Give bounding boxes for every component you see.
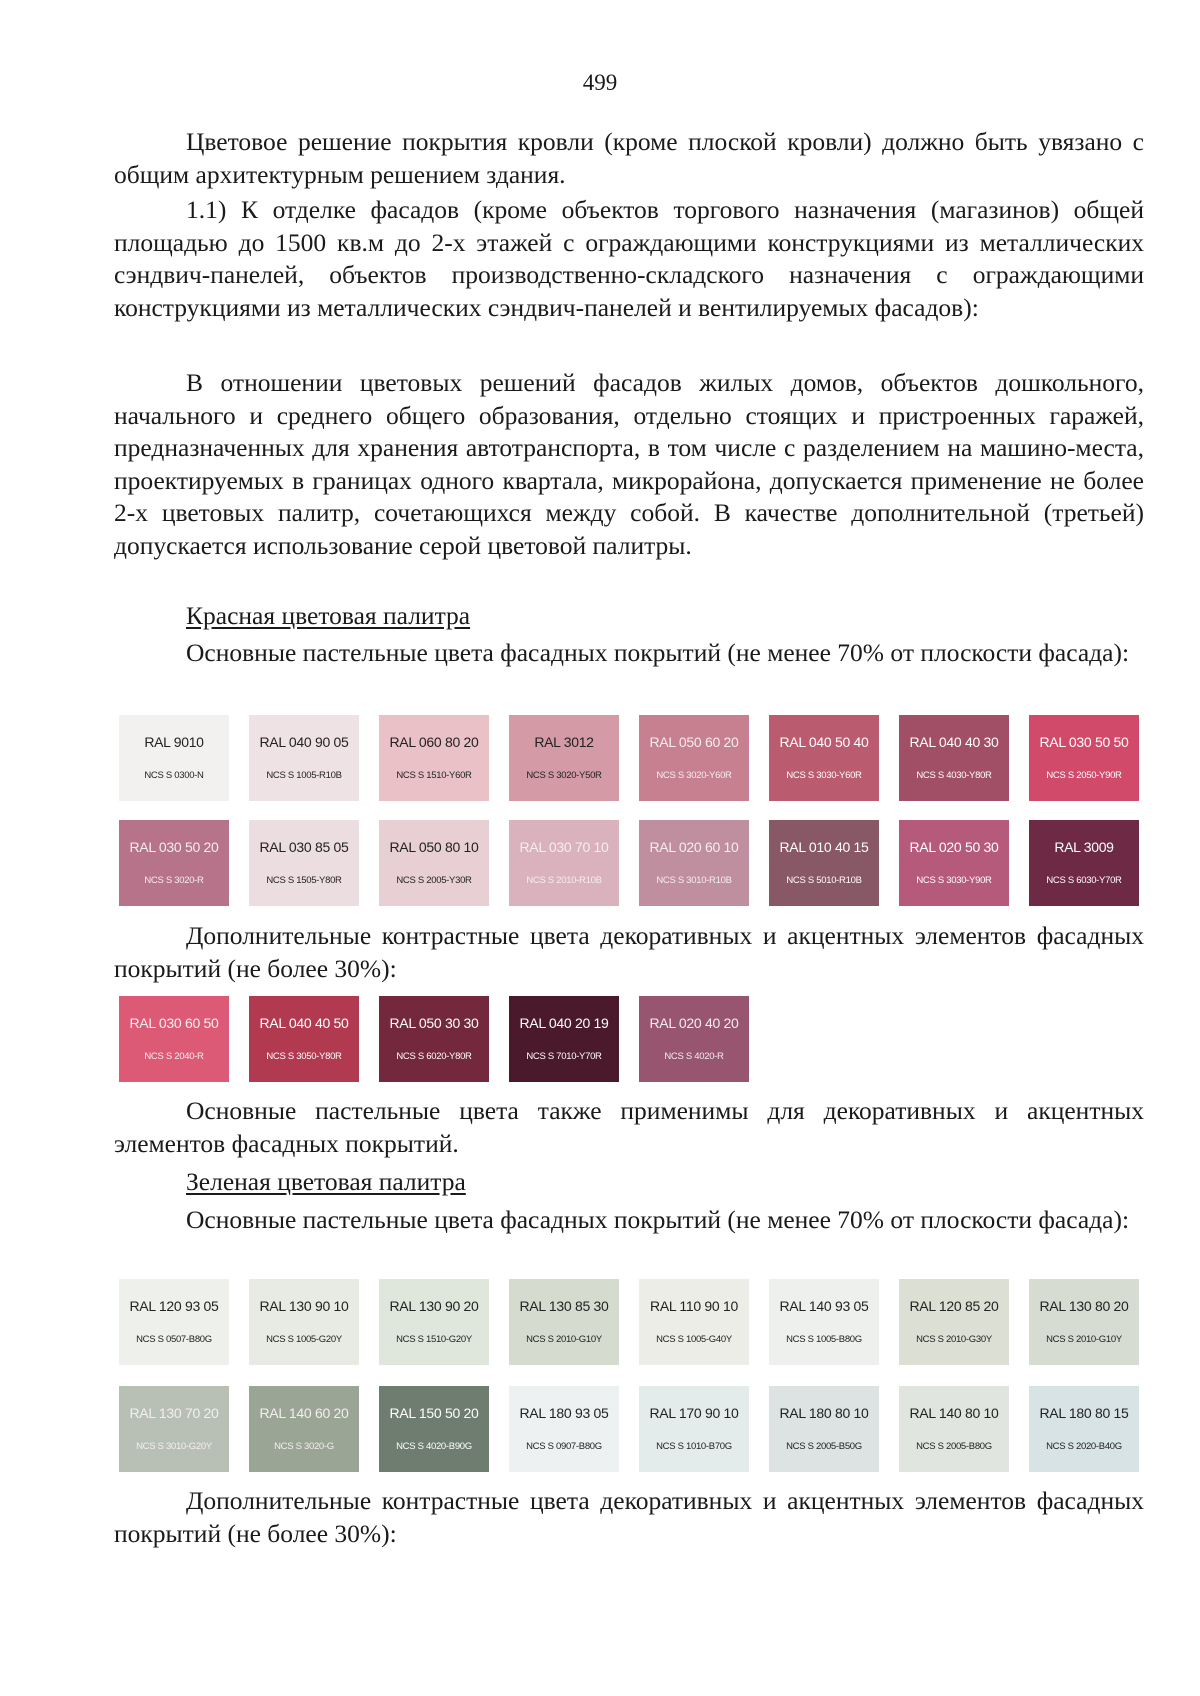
color-swatch <box>509 996 619 1082</box>
swatch-ncs-code: NCS S 2010-R10B <box>526 875 602 886</box>
swatch-ral-code: RAL 180 93 05 <box>519 1405 609 1421</box>
swatch-ncs-code: NCS S 2020-B40G <box>1046 1441 1122 1452</box>
color-swatch <box>639 1279 749 1365</box>
swatch-ral-code: RAL 010 40 15 <box>779 839 869 855</box>
color-swatch <box>509 1279 619 1365</box>
swatch-ral-code: RAL 030 50 20 <box>129 839 219 855</box>
swatch-ral-code: RAL 040 20 19 <box>519 1015 609 1031</box>
swatch-ral-code: RAL 020 50 30 <box>909 839 999 855</box>
swatch-ncs-code: NCS S 3020-Y60R <box>656 770 732 781</box>
swatch-ncs-code: NCS S 1510-G20Y <box>396 1334 472 1345</box>
swatch-ncs-code: NCS S 1505-Y80R <box>266 875 342 886</box>
color-swatch <box>769 715 879 801</box>
red-palette-heading: Красная цветовая палитра <box>186 601 471 630</box>
color-swatch <box>899 1386 1009 1472</box>
swatch-ral-code: RAL 040 90 05 <box>259 734 349 750</box>
swatch-ncs-code: NCS S 0907-B80G <box>526 1441 602 1452</box>
swatch-ral-code: RAL 040 40 50 <box>259 1015 349 1031</box>
swatch-ral-code: RAL 050 60 20 <box>649 734 739 750</box>
swatch-ncs-code: NCS S 5010-R10B <box>786 875 862 886</box>
color-swatch <box>249 1279 359 1365</box>
swatch-ral-code: RAL 050 80 10 <box>389 839 479 855</box>
swatch-ncs-code: NCS S 6020-Y80R <box>396 1051 472 1062</box>
color-swatch <box>899 1279 1009 1365</box>
swatch-ral-code: RAL 130 70 20 <box>129 1405 219 1421</box>
swatch-ncs-code: NCS S 2050-Y90R <box>1046 770 1122 781</box>
color-swatch <box>379 820 489 906</box>
paragraph-facade-finishing: 1.1) К отделке фасадов (кроме объектов торгового назначения (магазинов) общей площадью до 1500 кв.м до 2-х этажей с ограждающими конструкциями из металлических сэндвич-панелей, объектов производственно-складского назначения с ограждающими конструкциями из металлических сэндвич-панелей и вентилируемых фасадов): <box>114 195 1144 322</box>
color-swatch <box>639 820 749 906</box>
swatch-ral-code: RAL 180 80 10 <box>779 1405 869 1421</box>
color-swatch <box>119 820 229 906</box>
swatch-ncs-code: NCS S 1005-B80G <box>786 1334 862 1345</box>
paragraph-green-accent-colors: Дополнительные контрастные цвета декоративных и акцентных элементов фасадных покрытий (не более 30%): <box>114 1486 1144 1548</box>
swatch-ncs-code: NCS S 3010-G20Y <box>136 1441 212 1452</box>
paragraph-pastel-also-applicable: Основные пастельные цвета также применимы для декоративных и акцентных элементов фасадных покрытий. <box>114 1096 1144 1158</box>
swatch-ncs-code: NCS S 3030-Y90R <box>916 875 992 886</box>
swatch-ral-code: RAL 020 40 20 <box>649 1015 739 1031</box>
paragraph-palette-rules: В отношении цветовых решений фасадов жилых домов, объектов дошкольного, начального и среднего общего образования, отдельно стоящих и пристроенных гаражей, предназначенных для хранения автотранспорта, в том числе с разделением на машино-места, проектируемых в границах одного квартала, микрорайона, допускается применение не более 2-х цветовых палитр, сочетающихся между собой. В качестве дополнительной (третьей) допускается использование серой цветовой палитры. <box>114 368 1144 560</box>
color-swatch <box>899 820 1009 906</box>
swatch-ral-code: RAL 110 90 10 <box>650 1298 738 1314</box>
swatch-ncs-code: NCS S 2040-R <box>144 1051 204 1062</box>
swatch-ral-code: RAL 170 90 10 <box>649 1405 739 1421</box>
paragraph-red-main-colors: Основные пастельные цвета фасадных покрытий (не менее 70% от плоскости фасада): <box>186 638 1130 667</box>
color-swatch <box>1029 1386 1139 1472</box>
paragraph-roof-color: Цветовое решение покрытия кровли (кроме плоской кровли) должно быть увязано с общим архитектурным решением здания. <box>114 127 1144 189</box>
swatch-ncs-code: NCS S 6030-Y70R <box>1046 875 1122 886</box>
color-swatch <box>249 996 359 1082</box>
color-swatch <box>769 820 879 906</box>
swatch-ral-code: RAL 3012 <box>534 734 594 750</box>
swatch-ncs-code: NCS S 1005-G40Y <box>656 1334 732 1345</box>
swatch-ral-code: RAL 140 60 20 <box>259 1405 349 1421</box>
swatch-ral-code: RAL 180 80 15 <box>1039 1405 1129 1421</box>
color-swatch <box>379 1386 489 1472</box>
swatch-ncs-code: NCS S 2005-Y30R <box>396 875 472 886</box>
color-swatch <box>119 715 229 801</box>
swatch-ncs-code: NCS S 1005-R10B <box>266 770 342 781</box>
swatch-ral-code: RAL 020 60 10 <box>649 839 739 855</box>
color-swatch <box>249 820 359 906</box>
color-swatch <box>249 1386 359 1472</box>
swatch-ral-code: RAL 030 70 10 <box>519 839 609 855</box>
swatch-ncs-code: NCS S 2010-G30Y <box>916 1334 992 1345</box>
color-swatch <box>509 715 619 801</box>
color-swatch <box>379 996 489 1082</box>
color-swatch <box>379 715 489 801</box>
swatch-ncs-code: NCS S 1005-G20Y <box>266 1334 342 1345</box>
swatch-ncs-code: NCS S 2005-B80G <box>916 1441 992 1452</box>
page-number: 499 <box>582 70 618 95</box>
swatch-ncs-code: NCS S 3030-Y60R <box>786 770 862 781</box>
swatch-ncs-code: NCS S 3050-Y80R <box>266 1051 342 1062</box>
swatch-ral-code: RAL 130 90 10 <box>259 1298 349 1314</box>
swatch-ncs-code: NCS S 4030-Y80R <box>916 770 992 781</box>
swatch-ral-code: RAL 9010 <box>144 734 204 750</box>
swatch-ral-code: RAL 050 30 30 <box>389 1015 479 1031</box>
swatch-ncs-code: NCS S 4020-R <box>664 1051 724 1062</box>
swatch-ral-code: RAL 3009 <box>1054 839 1114 855</box>
swatch-ncs-code: NCS S 4020-B90G <box>396 1441 472 1452</box>
color-swatch <box>1029 715 1139 801</box>
swatch-ral-code: RAL 140 93 05 <box>779 1298 869 1314</box>
swatch-ral-code: RAL 060 80 20 <box>389 734 479 750</box>
swatch-ncs-code: NCS S 1510-Y60R <box>396 770 472 781</box>
swatch-ncs-code: NCS S 1010-B70G <box>656 1441 732 1452</box>
swatch-ral-code: RAL 030 60 50 <box>129 1015 219 1031</box>
swatch-ncs-code: NCS S 0507-B80G <box>136 1334 212 1345</box>
paragraph-green-main-colors: Основные пастельные цвета фасадных покрытий (не менее 70% от плоскости фасада): <box>186 1205 1130 1234</box>
color-swatch <box>119 1279 229 1365</box>
swatch-ncs-code: NCS S 3010-R10B <box>656 875 732 886</box>
color-swatch <box>249 715 359 801</box>
swatch-ncs-code: NCS S 3020-G <box>274 1441 334 1452</box>
swatch-ral-code: RAL 040 40 30 <box>909 734 999 750</box>
paragraph-red-accent-colors: Дополнительные контрастные цвета декоративных и акцентных элементов фасадных покрытий (не более 30%): <box>114 921 1144 983</box>
color-swatch <box>769 1279 879 1365</box>
color-swatch <box>639 996 749 1082</box>
color-swatch <box>639 1386 749 1472</box>
color-swatch <box>1029 820 1139 906</box>
color-swatch <box>769 1386 879 1472</box>
swatch-ral-code: RAL 030 85 05 <box>259 839 349 855</box>
color-swatch <box>509 1386 619 1472</box>
color-swatch <box>639 715 749 801</box>
swatch-ncs-code: NCS S 3020-Y50R <box>526 770 602 781</box>
swatch-ral-code: RAL 130 90 20 <box>389 1298 479 1314</box>
swatch-ral-code: RAL 150 50 20 <box>389 1405 479 1421</box>
color-swatch <box>509 820 619 906</box>
swatch-ral-code: RAL 030 50 50 <box>1039 734 1129 750</box>
swatch-ral-code: RAL 130 80 20 <box>1039 1298 1129 1314</box>
color-swatch <box>379 1279 489 1365</box>
swatch-ncs-code: NCS S 2010-G10Y <box>1046 1334 1122 1345</box>
green-palette-heading: Зеленая цветовая палитра <box>186 1167 466 1196</box>
swatch-ral-code: RAL 130 85 30 <box>519 1298 609 1314</box>
swatch-ral-code: RAL 140 80 10 <box>909 1405 999 1421</box>
swatch-ncs-code: NCS S 3020-R <box>144 875 204 886</box>
color-swatch <box>119 996 229 1082</box>
swatch-ncs-code: NCS S 0300-N <box>144 770 204 781</box>
color-swatch <box>899 715 1009 801</box>
swatch-ncs-code: NCS S 2010-G10Y <box>526 1334 602 1345</box>
swatch-ncs-code: NCS S 2005-B50G <box>786 1441 862 1452</box>
color-swatch <box>119 1386 229 1472</box>
color-swatch <box>1029 1279 1139 1365</box>
swatch-ral-code: RAL 120 85 20 <box>909 1298 999 1314</box>
swatch-ral-code: RAL 040 50 40 <box>779 734 869 750</box>
swatch-ncs-code: NCS S 7010-Y70R <box>526 1051 602 1062</box>
swatch-ral-code: RAL 120 93 05 <box>129 1298 219 1314</box>
